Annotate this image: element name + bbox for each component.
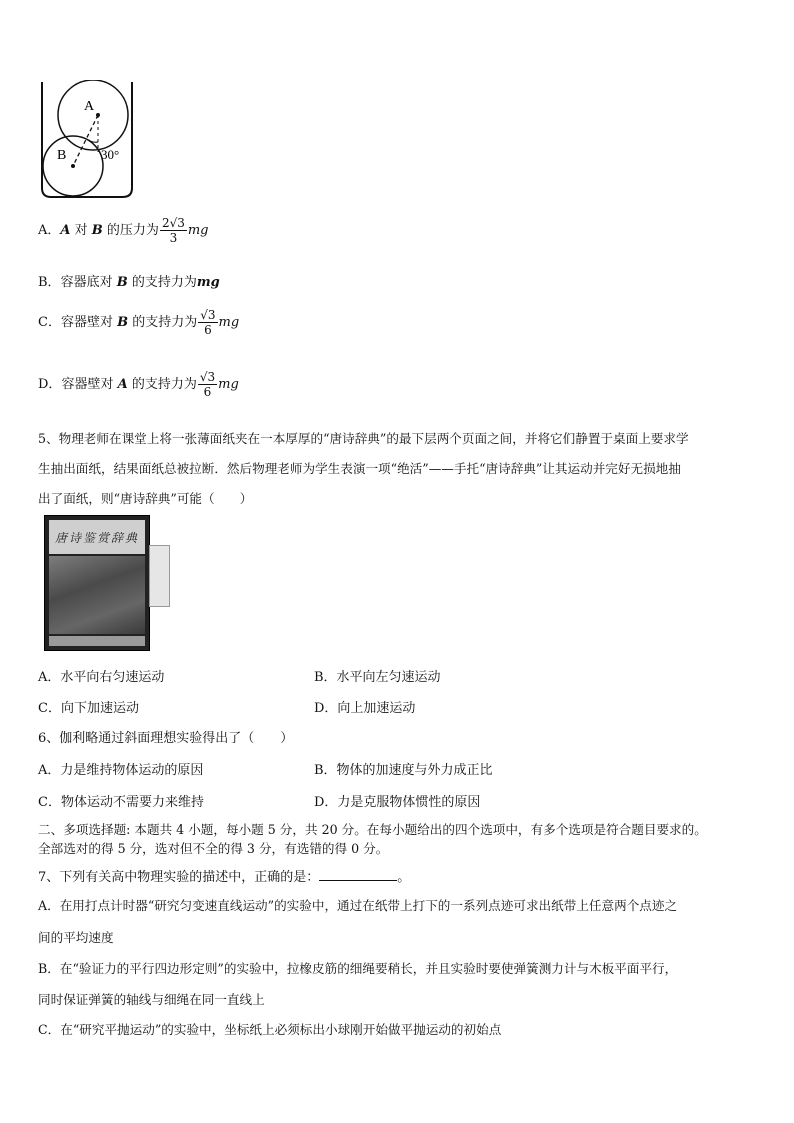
q5-line3: 出了面纸，则“唐诗辞典”可能（ ） [38,491,253,506]
ball-a [58,80,128,150]
q4-option-b: B．容器底对 B 的支持力为mg [38,275,220,290]
q7-option-b-line2: 同时保证弹簧的轴线与细绳在同一直线上 [38,992,265,1007]
q5-line2: 生抽出面纸，结果面纸总被拉断．然后物理老师为学生表演一项“绝活”——手托“唐诗辞典”让其运动并完好无损地抽 [38,461,681,476]
book-cover-top [49,520,145,554]
q4-option-a: A．A 对 B 的压力为 $\frac{2√3}{3}$ mg [38,216,209,245]
q5-line1: 5、物理老师在课堂上将一张薄面纸夹在一本厚厚的“唐诗辞典”的最下层两个页面之间，并将它们静置于桌面上要求学 [38,431,689,446]
section2-line2: 全部选对的得 5 分，选对但不全的得 3 分，有选错的得 0 分。 [38,841,389,856]
container-figure [38,80,138,200]
q5-option-a: A．水平向右匀速运动 [38,670,165,685]
book-picture [44,515,150,651]
q4-option-c: C．容器壁对 B 的支持力为 $\frac{√3}{6}$ mg [38,308,240,337]
q5-option-c: C．向下加速运动 [38,701,139,716]
q6-option-d: D．力是克服物体惯性的原因 [314,795,481,810]
q6-option-c: C．物体运动不需要力来维持 [38,795,204,810]
section2-line1: 二、多项选择题: 本题共 4 小题，每小题 5 分，共 20 分。在每小题给出的四个选项中，有多个选项是符合题目要求的。 [38,822,707,837]
center-b [71,164,75,168]
q7-option-a-line1: A．在用打点计时器“研究匀变速直线运动”的实验中，通过在纸带上打下的一系列点迹可求出纸带上任意两个点迹之 [38,898,678,913]
label-a: A [84,99,95,114]
answer-blank [319,868,397,881]
q7-option-c-line1: C．在“研究平抛运动”的实验中，坐标纸上必须标出小球刚开始做平抛运动的初始点 [38,1022,502,1037]
center-a [96,113,100,117]
label-b: B [57,148,67,163]
q7-option-a-line2: 间的平均速度 [38,930,114,945]
q5-option-b: B．水平向左匀速运动 [314,670,441,685]
q6-stem: 6、伽利略通过斜面理想实验得出了（ ） [38,731,294,746]
q5-option-d: D．向上加速运动 [314,701,416,716]
center-line [73,115,98,166]
q6-option-a: A．力是维持物体运动的原因 [38,763,204,778]
book-title: 唐诗鉴赏辞典 [55,531,140,545]
label-angle: 30° [101,147,120,162]
q7-stem: 7、下列有关高中物理实验的描述中，正确的是： 。 [38,870,411,885]
book-cover-art [49,556,145,634]
q4-option-d: D．容器壁对 A 的支持力为 $\frac{√3}{6}$ mg [38,370,239,399]
q6-option-b: B．物体的加速度与外力成正比 [314,763,493,778]
book-cover-bottom [49,636,145,646]
paper-sheet [149,545,170,607]
q7-option-b-line1: B．在“验证力的平行四边形定则”的实验中，拉橡皮筋的细绳要稍长，并且实验时要使弹簧测力计与木板平面平行， [38,961,678,976]
